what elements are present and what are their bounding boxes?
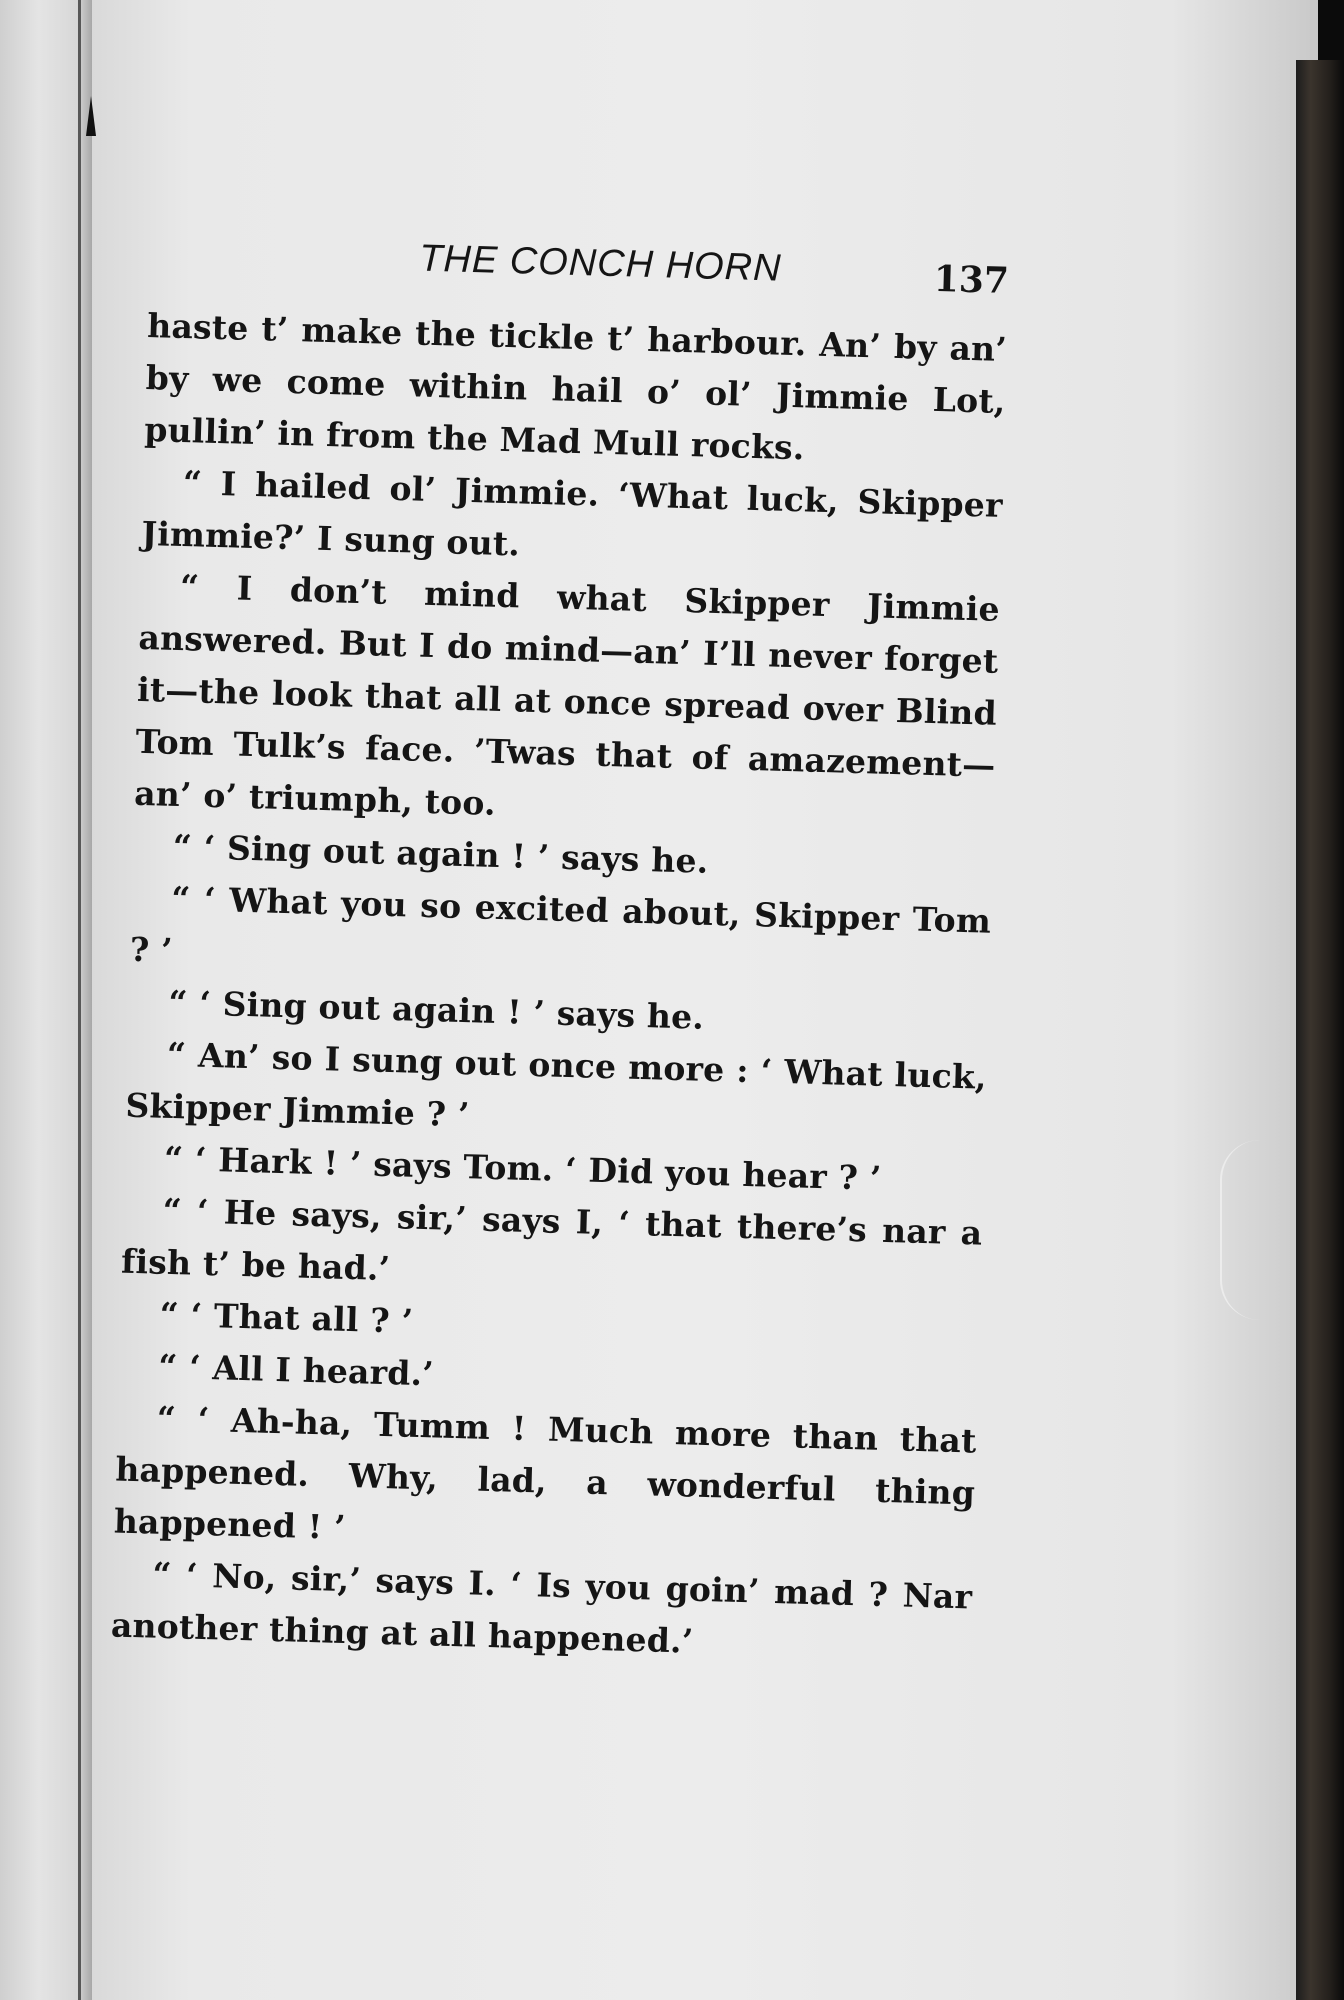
paragraph: “ ‘ He says, sir,’ says I, ‘ that there’s nar a fish t’ be had.’ (120, 1190, 983, 1289)
paragraph: “ ‘ Sing out again ! ’ says he. (172, 826, 709, 881)
book-cover-edge (1296, 60, 1344, 2000)
gutter-line (78, 0, 81, 2000)
paragraph: “ ‘ That all ? ’ (159, 1294, 414, 1341)
paragraph: “ I don’t mind what Skipper Jimmie answered. But I do mind—an’ I’ll never forget it—the look that all at once spread over Blind Tom Tulk’s face. ’Twas that of amazement—an’ o’ triumph, too. (133, 566, 1001, 823)
paragraph: “ I hailed ol’ Jimmie. ‘What luck, Skipper Jimmie?’ I sung out. (140, 463, 1004, 564)
paragraph: “ ‘ All I heard.’ (157, 1346, 435, 1394)
paragraph: “ ‘ No, sir,’ says I. ‘ Is you goin’ mad ? Nar another thing at all happened.’ (110, 1554, 973, 1661)
paragraph: “ An’ so I sung out once more : ‘ What luck, Skipper Jimmie ? ’ (125, 1034, 988, 1135)
paragraph: “ ‘ Ah-ha, Tumm ! Much more than that happened. Why, lad, a wonderful thing happened ! ’ (113, 1398, 978, 1547)
running-head-title: THE CONCH HORN (418, 237, 783, 290)
stray-fiber (1220, 1140, 1282, 1320)
paragraph: haste t’ make the tickle t’ harbour. An’ by an’ by we come within hail o’ ol’ Jimmie Lot, pullin’ in from the Mad Mull rocks. (143, 305, 1008, 468)
paragraph: “ ‘ Sing out again ! ’ says he. (167, 982, 705, 1037)
page-text (110, 230, 1009, 1675)
page-number: 137 (933, 257, 1010, 302)
paragraph: “ ‘ Hark ! ’ says Tom. ‘ Did you hear ? ’ (163, 1138, 883, 1198)
facing-page-edge (0, 0, 96, 2000)
paragraph: “ ‘ What you so excited about, Skipper Tom ? ’ (129, 878, 992, 970)
